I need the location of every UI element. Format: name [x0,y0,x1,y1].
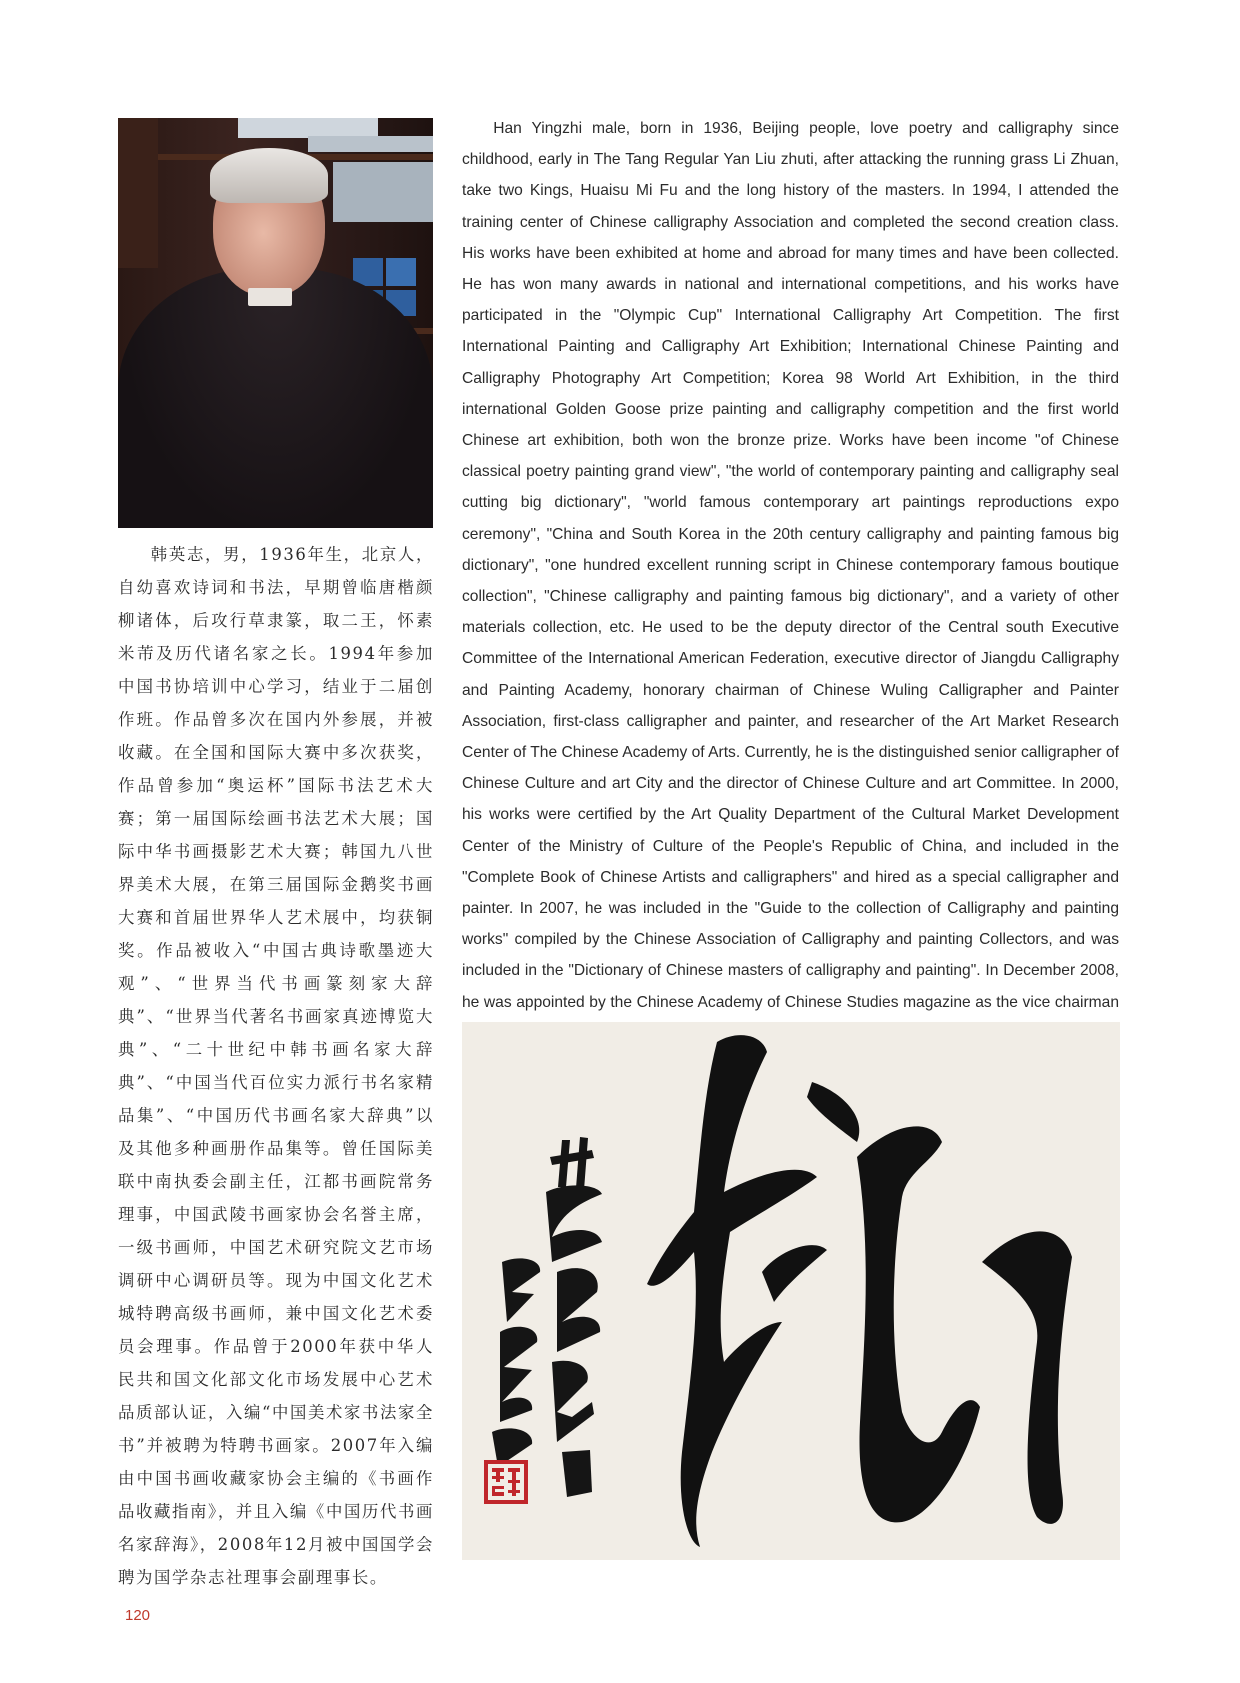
biography-chinese: 韩英志，男，1936年生，北京人，自幼喜欢诗词和书法，早期曾临唐楷颜柳诸体，后攻行草隶篆，取二王，怀素米芾及历代诸名家之长。1994年参加中国书协培训中心学习，结业于二届创作班。作品曾多次在国内外参展，并被收藏。在全国和国际大赛中多次获奖，作品曾参加“奥运杯”国际书法艺术大赛；第一届国际绘画书法艺术大展；国际中华书画摄影艺术大赛；韩国九八世界美术大展，在第三届国际金鹅奖书画大赛和首届世界华人艺术展中，均获铜奖。作品被收入“中国古典诗歌墨迹大观”、“世界当代书画篆刻家大辞典”、“世界当代著名书画家真迹博览大典”、“二十世纪中韩书画名家大辞典”、“中国当代百位实力派行书名家精品集”、“中国历代书画名家大辞典”以及其他多种画册作品集等。曾任国际美联中南执委会副主任，江都书画院常务理事，中国武陵书画家协会名誉主席，一级书画师，中国艺术研究院文艺市场调研中心调研员等。现为中国文化艺术城特聘高级书画师，兼中国文化艺术委员会理事。作品曾于2000年获中华人民共和国文化部文化市场发展中心艺术品质部认证，入编“中国美术家书法家全书”并被聘为特聘书画家。2007年入编由中国书画收藏家协会主编的《书画作品收藏指南》，并且入编《中国历代书画名家辞海》，2008年12月被中国国学会聘为国学杂志社理事会副理事长。 [118,545,434,1587]
portrait-photo [118,118,433,528]
calligraphy-artwork [462,1022,1120,1560]
page-number: 120 [125,1607,151,1624]
biography-english: Han Yingzhi male, born in 1936, Beijing people, love poetry and calligraphy since childhood, early in The Tang Regular Yan Liu zhuti, after attacking the running grass Li Zhuan, take two Kings, Huaisu Mi Fu and the long history of the masters. In 1994, I attended the training center of Chinese calligraphy Association and completed the second creation class. His works have been exhibited at home and abroad for many times and have been collected. He has won many awards in national and international competitions, and his works have participated in the "Olympic Cup" International Calligraphy Art Competition. The first International Painting and Calligraphy Art Exhibition; International Chinese Painting and Calligraphy Photography Art Competition; Korea 98 World Art Exhibition, in the third international Golden Goose prize painting and calligraphy competition and the first world Chinese art exhibition, both won the bronze prize. Works have been income "of Chinese classical poetry painting grand view", "the world of contemporary painting and calligraphy seal cutting big dictionary", "world famous contemporary art paintings reproductions expo ceremony", "China and South Korea in the 20th century calligraphy and painting famous big dictionary", "one hundred excellent running script in Chinese contemporary famous boutique collection", "Chinese calligraphy and painting famous big dictionary", and a variety of other materials collection, etc. He used to be the deputy director of the Central south Executive Committee of the International American Federation, executive director of Jiangdu Calligraphy and Painting Academy, honorary chairman of Chinese Wuling Calligrapher and Painter Association, first-class calligrapher and painter, and researcher of the Art Market Research Center of The Chinese Academy of Arts. Currently, he is the distinguished senior calligrapher of Chinese Culture and art City and the director of Chinese Culture and art Committee. In 2000, his works were certified by the Art Quality Department of the Cultural Market Development Center of the Ministry of Culture of the People's Republic of China, and included in the "Complete Book of Chinese Artists and calligraphers" and hired as a special calligrapher and painter. In 2007, he was included in the "Guide to the collection of Calligraphy and painting works" compiled by the Chinese Association of Calligraphy and painting Collectors, and was included in the "Dictionary of Chinese masters of calligraphy and painting". In December 2008, he was appointed by the Chinese Academy of Chinese Studies magazine as the vice chairman [462,120,1119,1011]
artist-seal [484,1460,528,1504]
